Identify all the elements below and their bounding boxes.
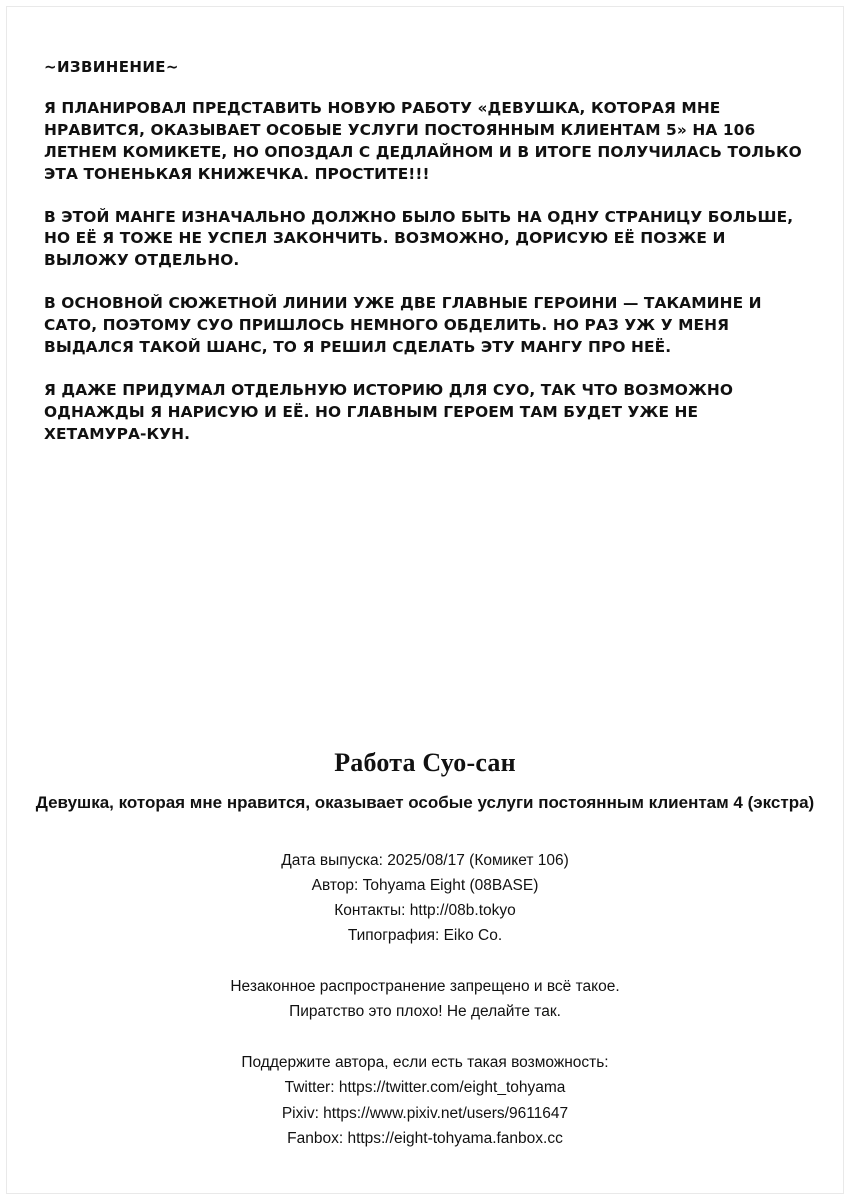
colophon-links xyxy=(0,1050,850,1150)
release-date: Дата выпуска: 2025/08/17 (Комикет 106) xyxy=(281,851,569,869)
author: Автор: Tohyama Eight (08BASE) xyxy=(311,876,539,894)
pixiv-link[interactable]: Pixiv: https://www.pixiv.net/users/9611647 xyxy=(281,1104,569,1122)
notice-line-2: Пиратство это плохо! Не делайте так. xyxy=(289,1003,561,1021)
fanbox-link[interactable]: Fanbox: https://eight-tohyama.fanbox.cc xyxy=(287,1129,563,1147)
colophon-credits xyxy=(0,848,850,948)
afterword-section xyxy=(44,58,804,445)
afterword-paragraph-1: Я ПЛАНИРОВАЛ ПРЕДСТАВИТЬ НОВУЮ РАБОТУ «ДЕВУШКА, КОТОРАЯ МНЕ НРАВИТСЯ, ОКАЗЫВАЕТ ОСОБЫЕ УСЛУГИ ПОСТОЯННЫМ КЛИЕНТАМ 5» НА 106 ЛЕТНЕМ КОМИКЕТЕ, НО ОПОЗДАЛ С ДЕДЛАЙНОМ И В ИТОГЕ ПОЛУЧИЛАСЬ ТОЛЬКО ЭТА ТОНЕНЬКАЯ КНИЖЕЧКА. ПРОСТИТЕ!!! xyxy=(44,99,802,183)
twitter-link[interactable]: Twitter: https://twitter.com/eight_tohyama xyxy=(284,1079,566,1097)
afterword-title: ~ИЗВИНЕНИЕ~ xyxy=(44,58,179,76)
colophon-subtitle-line-1: Девушка, которая мне нравится, оказывает xyxy=(35,793,404,812)
colophon-title: Работа Суо-сан xyxy=(334,748,516,777)
contacts: Контакты: http://08b.tokyo xyxy=(334,901,516,919)
colophon-section xyxy=(0,748,850,1151)
support-line: Поддержите автора, если есть такая возможность: xyxy=(241,1054,609,1072)
afterword-paragraph-3: В ОСНОВНОЙ СЮЖЕТНОЙ ЛИНИИ УЖЕ ДВЕ ГЛАВНЫЕ ГЕРОИНИ — ТАКАМИНЕ И САТО, ПОЭТОМУ СУО ПРИШЛОСЬ НЕМНОГО ОБДЕЛИТЬ. НО РАЗ УЖ У МЕНЯ ВЫДАЛСЯ ТАКОЙ ШАНС, ТО Я РЕШИЛ СДЕЛАТЬ ЭТУ МАНГУ ПРО НЕЁ. xyxy=(44,294,762,356)
printing-house: Типография: Eiko Co. xyxy=(347,926,503,944)
colophon-notice xyxy=(0,974,850,1024)
colophon-subtitle-line-2: особые услуги постоянным клиентам 4 (экстра) xyxy=(408,793,815,812)
afterword-paragraph-2: В ЭТОЙ МАНГЕ ИЗНАЧАЛЬНО ДОЛЖНО БЫЛО БЫТЬ НА ОДНУ СТРАНИЦУ БОЛЬШЕ, НО ЕЁ Я ТОЖЕ НЕ УСПЕЛ ЗАКОНЧИТЬ. ВОЗМОЖНО, ДОРИСУЮ ЕЁ ПОЗЖЕ И ВЫЛОЖУ ОТДЕЛЬНО. xyxy=(44,207,794,270)
afterword-paragraph-4: Я ДАЖЕ ПРИДУМАЛ ОТДЕЛЬНУЮ ИСТОРИЮ ДЛЯ СУО, ТАК ЧТО ВОЗМОЖНО ОДНАЖДЫ Я НАРИСУЮ И ЕЁ. НО ГЛАВНЫМ ГЕРОЕМ ТАМ БУДЕТ УЖЕ НЕ ХЕТАМУРА-КУН. xyxy=(44,380,734,443)
colophon-subtitle xyxy=(0,791,850,816)
notice-line-1: Незаконное распространение запрещено и всё такое. xyxy=(230,978,620,996)
